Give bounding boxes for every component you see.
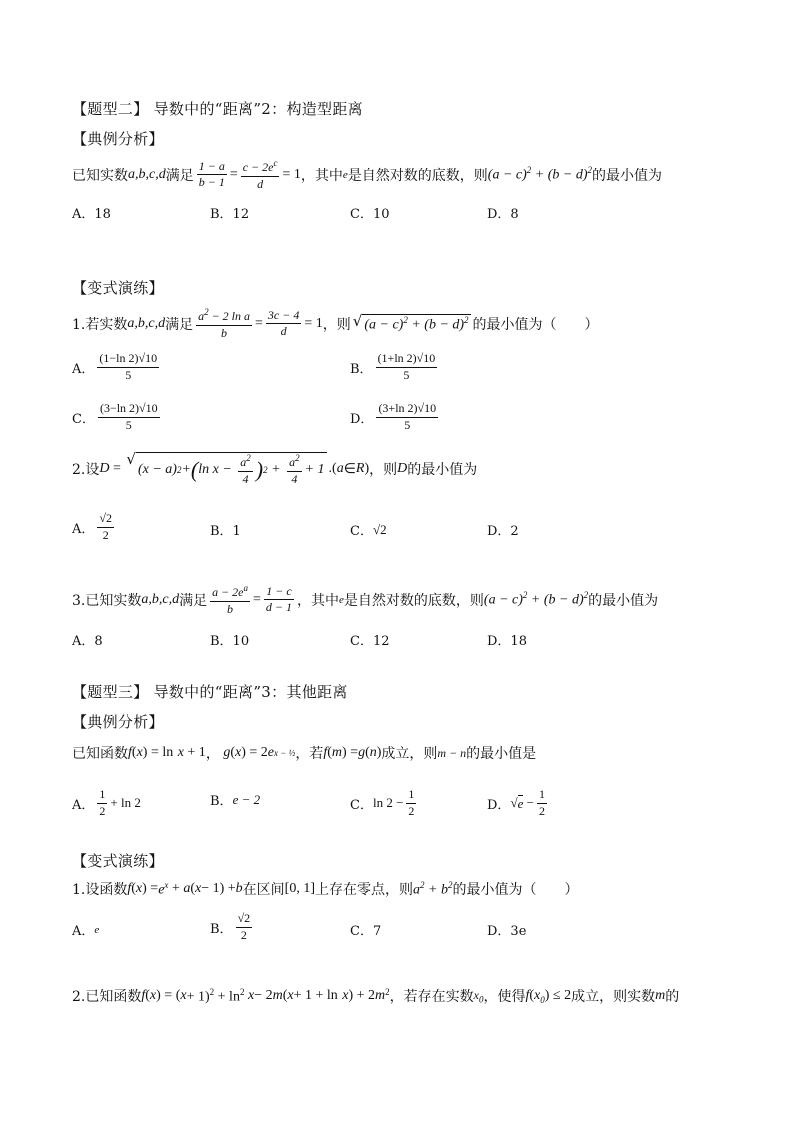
q1-option-b[interactable]: B． $\frac{(1+\ln 2)√10}{5}$ (350, 351, 436, 382)
q1-option-a[interactable]: A． $\frac{(1-\ln 2)√10}{5}$ (72, 351, 158, 382)
option-c[interactable]: C．10 (350, 207, 390, 222)
option-b[interactable]: B．12 (210, 207, 250, 222)
s3-option-d[interactable]: D． √ e − $\frac{1}{2}$ (487, 787, 545, 818)
practice-heading: 【变式演练】 (72, 279, 164, 297)
s3-option-c[interactable]: C． ln 2 − $\frac{1}{2}$ (350, 787, 415, 818)
q2-option-d[interactable]: D．2 (487, 524, 519, 539)
s3-option-b[interactable]: B． e − 2 (210, 791, 261, 809)
q1-option-c[interactable]: C． $\frac{(3-\ln 2)√10}{5}$ (72, 401, 158, 432)
practice-heading-3: 【变式演练】 (72, 852, 164, 870)
q2-option-c[interactable]: C． √2 (350, 521, 387, 539)
question-1: 1.若实数 a,b,c,d 满足 $\frac{a^2 - 2 \ln a}{b}$ = $\frac{3c - 4}{d}$ = 1 ，则 √ $(a - c)^2 + (b - d)^2$ 的最小值为（ ） (72, 307, 599, 340)
example-question: 已知实数 a,b,c,d 满足 $\frac{1 - a}{b - 1}$ = $\frac{c - 2e^c}{d}$ = 1 ，其中 e 是自然对数的底数，则 $(a - c)^2 + (b - d)^2$ 的最小值为 (72, 158, 662, 191)
option-d[interactable]: D．8 (487, 207, 519, 222)
option-a[interactable]: A．18 (72, 207, 111, 222)
q3-option-b[interactable]: B．10 (210, 634, 250, 649)
section-title-3: 【题型三】 导数中的“距离”3：其他距离 (72, 683, 348, 701)
s3-q1-option-a[interactable]: A． e (72, 923, 100, 939)
s3-option-a[interactable]: A． $\frac{1}{2}$ + ln 2 (72, 787, 141, 818)
example-heading-3: 【典例分析】 (72, 713, 164, 731)
s3-question-1: 1.设函数 f ( x ) = $e^x$ + a ( x − 1) + b 在区间 [0, 1] 上存在零点，则 $a^2 + b^2$ 的最小值为（ ） (72, 879, 579, 898)
section-title: 【题型二】 导数中的“距离”2：构造型距离 (72, 100, 363, 118)
example-heading: 【典例分析】 (72, 130, 164, 148)
q3-option-c[interactable]: C．12 (350, 634, 390, 649)
question-3: 3.已知实数 a,b,c,d 满足 $\frac{a - 2e^a}{b}$ = $\frac{1 - c}{d - 1}$ ，其中 e 是自然对数的底数，则 $(a - c)^2 + (b - d)^2$ 的最小值为 (72, 583, 659, 616)
s3-q1-option-d[interactable]: D．3e (487, 924, 527, 939)
question-2: 2.设 D = √ (x − a) 2 + ( ln x − $\frac{a^2}{4}$ ) 2 + $\frac{a^2}{4}$ + 1 .( a ∈ R ) ，则 D 的最小值为 (72, 450, 478, 486)
q3-option-d[interactable]: D．18 (487, 634, 527, 649)
q2-option-a[interactable]: A． $\frac{√2}{2}$ (72, 511, 112, 542)
s3-q1-option-c[interactable]: C．7 (350, 924, 382, 939)
s3-question-2: 2.已知函数 f ( x ) = ( x + $1)^2 + \ln^2$ x − 2 m ( x + 1 + ln x ) + 2 m $^2$ ，若存在实数 $x_0$ ，使得 f ( $x_0$ ) ≤ 2 成立，则实数 m 的 (72, 986, 680, 1005)
q2-option-b[interactable]: B．1 (210, 524, 241, 539)
q3-option-a[interactable]: A．8 (72, 634, 103, 649)
s3-q1-option-b[interactable]: B． $\frac{√2}{2}$ (210, 911, 251, 942)
q1-option-d[interactable]: D． $\frac{(3+\ln 2)√10}{5}$ (350, 401, 437, 432)
example-question-3: 已知函数 f ( x ) = ln x + 1 ， g ( x ) = 2 e x − ½ ，若 f ( m ) = g ( n ) 成立，则 m − n 的最小值是 (72, 745, 537, 762)
